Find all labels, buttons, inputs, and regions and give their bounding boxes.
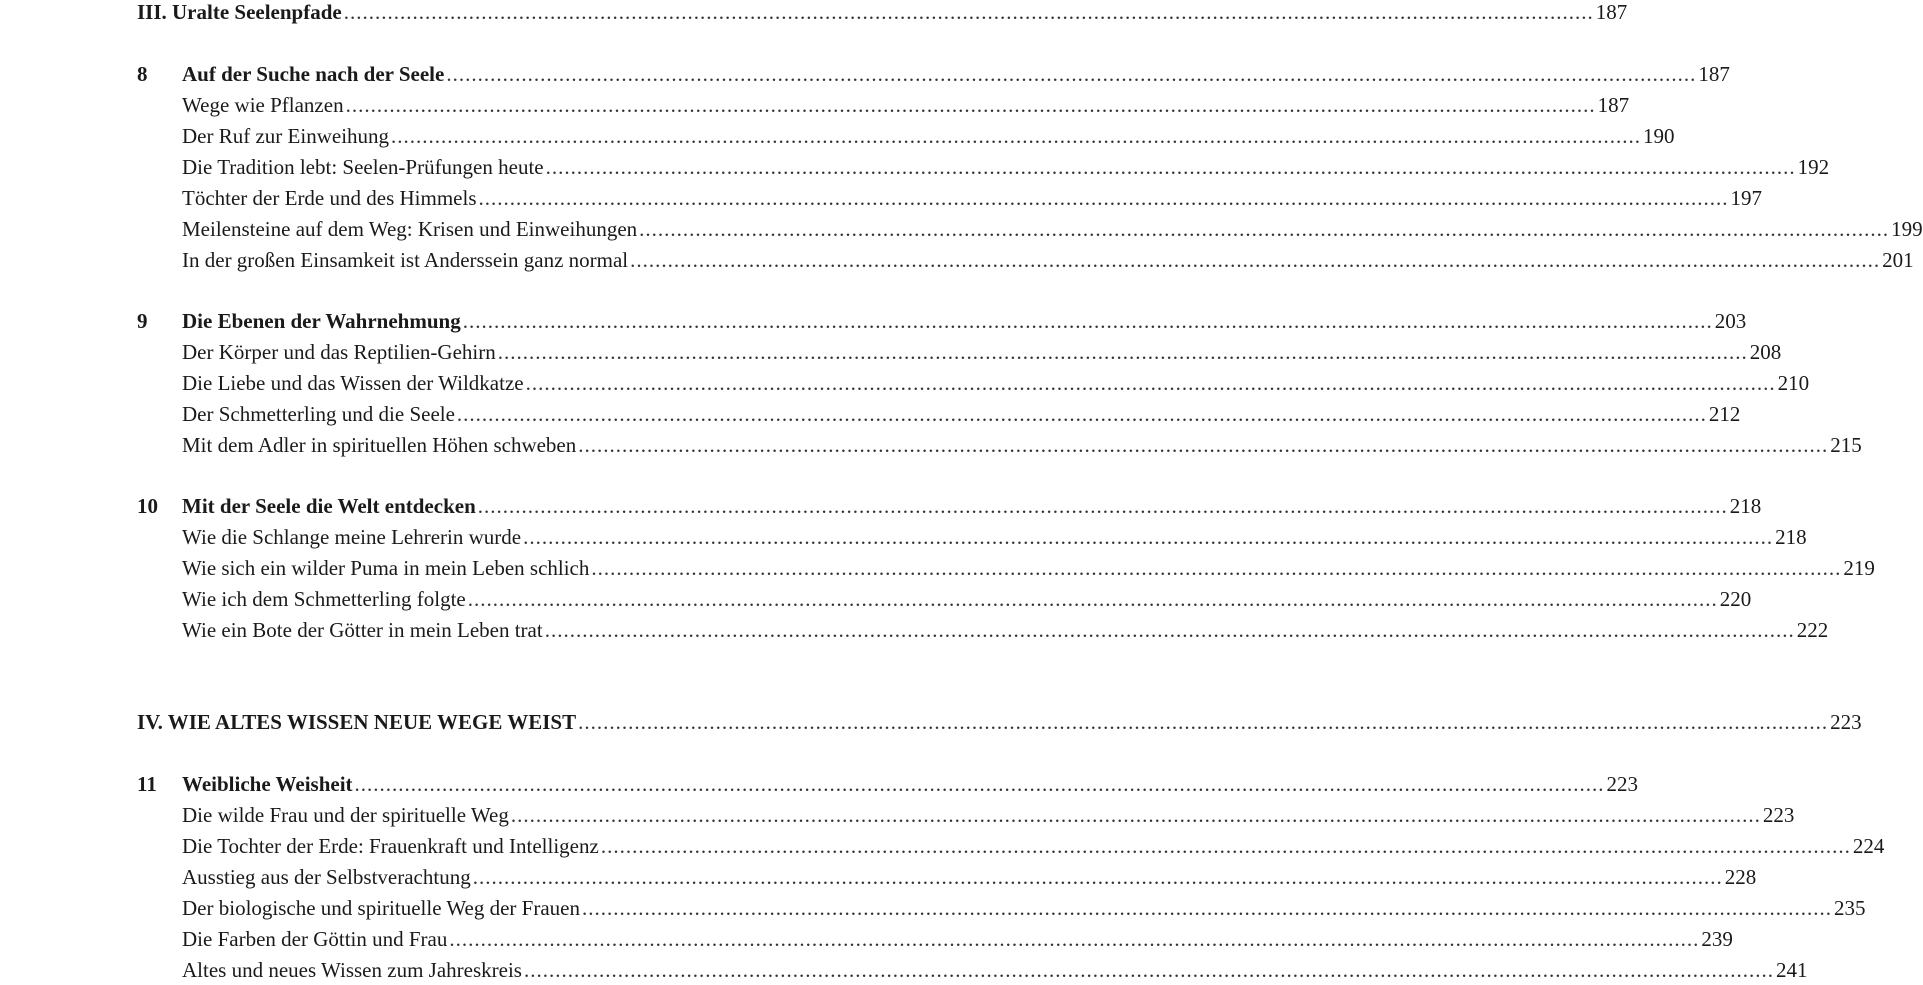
toc-entry-line	[137, 952, 1808, 983]
page-number: 223	[1606, 772, 1639, 796]
dot-leader: ........................................................................................................................................................................................................	[477, 494, 1728, 518]
dot-leader: ........................................................................................................................................................................................................	[510, 803, 1761, 827]
toc-entry-line	[137, 149, 1830, 180]
dot-leader: ........................................................................................................................................................................................................	[578, 433, 1829, 457]
toc-chapter-line	[137, 303, 1747, 334]
dot-leader: ........................................................................................................................................................................................................	[472, 865, 1723, 889]
toc-title: Wie ich dem Schmetterling folgte	[182, 587, 466, 611]
toc-title: Meilensteine auf dem Weg: Krisen und Einweihungen	[182, 217, 638, 241]
toc-title: Der Körper und das Reptilien-Gehirn	[182, 340, 496, 364]
toc-entry-line	[137, 180, 1762, 211]
toc-part-heading	[137, 704, 1862, 735]
dot-leader: ........................................................................................................................................................................................................	[391, 124, 1642, 148]
chapter-number: 11	[137, 772, 157, 796]
toc-entry-line	[137, 828, 1885, 859]
page-number: 192	[1797, 155, 1830, 179]
toc-title: Die Tochter der Erde: Frauenkraft und Intelligenz	[182, 834, 599, 858]
page-number: 212	[1708, 402, 1741, 426]
dot-leader: ........................................................................................................................................................................................................	[600, 834, 1851, 858]
toc-title: Die Farben der Göttin und Frau	[182, 927, 448, 951]
dot-leader: ........................................................................................................................................................................................................	[462, 309, 1713, 333]
toc-title: Ausstieg aus der Selbstverachtung	[182, 865, 471, 889]
toc-entry-line	[137, 87, 1630, 118]
page-number: 203	[1714, 309, 1747, 333]
page-number: 190	[1643, 124, 1675, 148]
dot-leader: ........................................................................................................................................................................................................	[591, 556, 1842, 580]
page-number: 210	[1777, 371, 1810, 395]
dot-leader: ........................................................................................................................................................................................................	[446, 62, 1697, 86]
dot-leader: ........................................................................................................................................................................................................	[449, 927, 1700, 951]
toc-entry-line	[137, 519, 1807, 550]
toc-chapter-line	[137, 488, 1762, 519]
page-number: 228	[1724, 865, 1757, 889]
toc-title: III. Uralte Seelenpfade	[137, 0, 342, 24]
dot-leader: ........................................................................................................................................................................................................	[578, 710, 1829, 734]
toc-entry-line	[137, 211, 1923, 242]
toc-entry-line	[137, 890, 1866, 921]
toc-title: Wie ein Bote der Götter in mein Leben trat	[182, 618, 543, 642]
toc-entry-line	[137, 396, 1741, 427]
page-number: 201	[1882, 248, 1914, 272]
dot-leader: ........................................................................................................................................................................................................	[467, 587, 1718, 611]
chapter-number: 10	[137, 494, 158, 518]
toc-entry-line	[137, 859, 1757, 890]
toc-entry-line	[137, 427, 1862, 458]
toc-entry-line	[137, 334, 1782, 365]
toc-entry-line	[137, 921, 1733, 952]
page-number: 187	[1597, 93, 1630, 117]
toc-chapter-line	[137, 766, 1639, 797]
toc-entry-line	[137, 118, 1675, 149]
dot-leader: ........................................................................................................................................................................................................	[478, 186, 1729, 210]
page-number: 197	[1730, 186, 1762, 210]
page-number: 222	[1796, 618, 1829, 642]
dot-leader: ........................................................................................................................................................................................................	[582, 896, 1832, 920]
page-number: 224	[1852, 834, 1885, 858]
toc-title: Der Schmetterling und die Seele	[182, 402, 455, 426]
dot-leader: ........................................................................................................................................................................................................	[630, 248, 1881, 272]
toc-title: Die Tradition lebt: Seelen-Prüfungen heute	[182, 155, 544, 179]
dot-leader: ........................................................................................................................................................................................................	[343, 0, 1594, 24]
dot-leader: ........................................................................................................................................................................................................	[639, 217, 1890, 241]
page-number: 235	[1834, 896, 1866, 920]
page-number: 208	[1749, 340, 1782, 364]
toc-title: Die Liebe und das Wissen der Wildkatze	[182, 371, 524, 395]
dot-leader: ........................................................................................................................................................................................................	[545, 155, 1796, 179]
toc-entry-line	[137, 612, 1829, 643]
dot-leader: ........................................................................................................................................................................................................	[354, 772, 1605, 796]
toc-title: Wie die Schlange meine Lehrerin wurde	[182, 525, 522, 549]
toc-title: Der biologische und spirituelle Weg der Frauen	[182, 896, 580, 920]
page-number: 215	[1830, 433, 1862, 457]
dot-leader: ........................................................................................................................................................................................................	[497, 340, 1748, 364]
page-number: 218	[1775, 525, 1807, 549]
toc-title: Die wilde Frau und der spirituelle Weg	[182, 803, 509, 827]
page-number: 199	[1891, 217, 1923, 241]
dot-leader: ........................................................................................................................................................................................................	[525, 371, 1776, 395]
dot-leader: ........................................................................................................................................................................................................	[345, 93, 1596, 117]
toc-title: Mit der Seele die Welt entdecken	[182, 494, 476, 518]
toc-entry-line	[137, 797, 1795, 828]
page-number: 218	[1729, 494, 1762, 518]
page-number: 219	[1843, 556, 1875, 580]
page-number: 187	[1698, 62, 1730, 86]
toc-title: Wie sich ein wilder Puma in mein Leben schlich	[182, 556, 590, 580]
toc-title: Der Ruf zur Einweihung	[182, 124, 390, 148]
toc-entry-line	[137, 242, 1914, 273]
toc-entry-line	[137, 365, 1810, 396]
toc-chapter-line	[137, 56, 1730, 87]
page-number: 241	[1775, 958, 1808, 982]
toc-part-heading	[137, 0, 1628, 25]
dot-leader: ........................................................................................................................................................................................................	[523, 958, 1774, 982]
toc-title: Die Ebenen der Wahrnehmung	[182, 309, 461, 333]
dot-leader: ........................................................................................................................................................................................................	[544, 618, 1795, 642]
page-number: 223	[1762, 803, 1795, 827]
toc-title: In der großen Einsamkeit ist Anderssein ganz normal	[182, 248, 629, 272]
toc-title: Auf der Suche nach der Seele	[182, 62, 445, 86]
toc-entry-line	[137, 581, 1752, 612]
page-number: 187	[1595, 0, 1628, 24]
toc-title: Weibliche Weisheit	[182, 772, 353, 796]
dot-leader: ........................................................................................................................................................................................................	[456, 402, 1707, 426]
page-number: 239	[1701, 927, 1733, 951]
chapter-number: 9	[137, 309, 148, 333]
page-number: 220	[1719, 587, 1752, 611]
page-number: 223	[1830, 710, 1862, 734]
toc-title: Wege wie Pflanzen	[182, 93, 344, 117]
toc-title: IV. WIE ALTES WISSEN NEUE WEGE WEIST	[137, 710, 577, 734]
dot-leader: ........................................................................................................................................................................................................	[523, 525, 1774, 549]
toc-title: Altes und neues Wissen zum Jahreskreis	[182, 958, 522, 982]
toc-entry-line	[137, 550, 1875, 581]
toc-title: Mit dem Adler in spirituellen Höhen schweben	[182, 433, 577, 457]
toc-title: Töchter der Erde und des Himmels	[182, 186, 477, 210]
chapter-number: 8	[137, 62, 148, 86]
